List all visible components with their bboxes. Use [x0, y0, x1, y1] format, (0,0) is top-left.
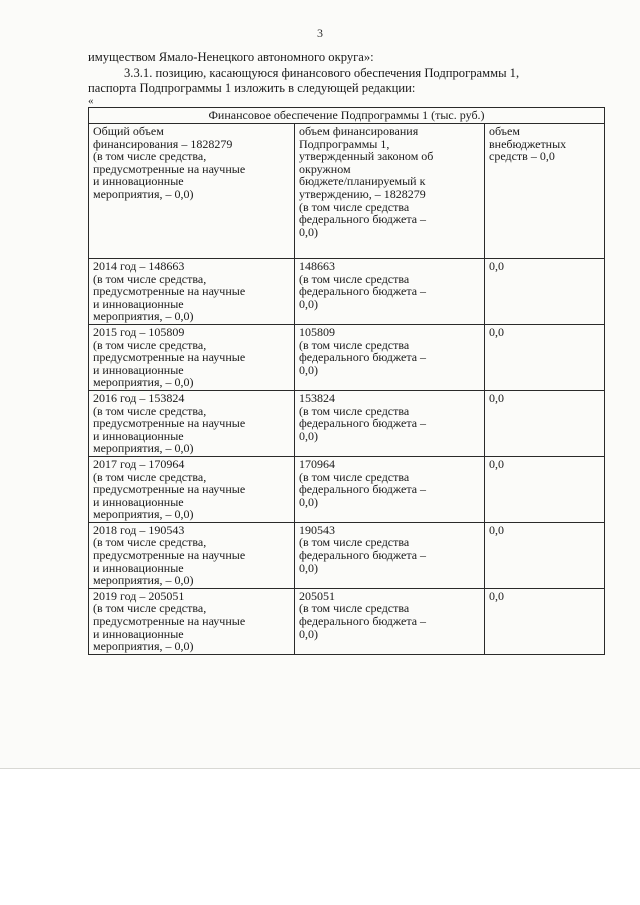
district-cell: 153824 (в том числе средства федерального бюджета – 0,0) — [295, 390, 485, 456]
year-cell: 2015 год – 105809 (в том числе средства, предусмотренные на научные и инновационные мероприятия, – 0,0) — [89, 324, 295, 390]
district-cell: 105809 (в том числе средства федерального бюджета – 0,0) — [295, 324, 485, 390]
year-cell: 2017 год – 170964 (в том числе средства, предусмотренные на научные и инновационные мероприятия, – 0,0) — [89, 456, 295, 522]
district-cell: 148663 (в том числе средства федерального бюджета – 0,0) — [295, 259, 485, 325]
table-row — [89, 456, 605, 522]
offbudget-cell: 0,0 — [485, 324, 605, 390]
offbudget-cell: 0,0 — [485, 456, 605, 522]
year-cell: 2018 год – 190543 (в том числе средства, предусмотренные на научные и инновационные мероприятия, – 0,0) — [89, 522, 295, 588]
header-total-financing: Общий объем финансирования – 1828279 (в том числе средства, предусмотренные на научные и инновационные мероприятия, – 0,0) — [89, 124, 295, 259]
header-district-budget: объем финансирования Подпрограммы 1, утвержденный законом об окружном бюджете/планируемый к утверждению, – 1828279 (в том числе средства федерального бюджета – 0,0) — [295, 124, 485, 259]
year-cell: 2016 год – 153824 (в том числе средства, предусмотренные на научные и инновационные мероприятия, – 0,0) — [89, 390, 295, 456]
offbudget-cell: 0,0 — [485, 588, 605, 654]
district-cell: 170964 (в том числе средства федерального бюджета – 0,0) — [295, 456, 485, 522]
intro-line-3: паспорта Подпрограммы 1 изложить в следующей редакции: — [88, 81, 416, 95]
year-cell: 2019 год – 205051 (в том числе средства, предусмотренные на научные и инновационные мероприятия, – 0,0) — [89, 588, 295, 654]
table-row — [89, 259, 605, 325]
opening-quote-mark: « — [88, 95, 94, 107]
financing-table — [88, 107, 605, 655]
offbudget-cell: 0,0 — [485, 259, 605, 325]
table-header-row — [89, 124, 605, 259]
table-row — [89, 522, 605, 588]
intro-line-2: 3.3.1. позицию, касающуюся финансового обеспечения Подпрограммы 1, — [124, 66, 520, 80]
table-row — [89, 390, 605, 456]
offbudget-cell: 0,0 — [485, 390, 605, 456]
district-cell: 205051 (в том числе средства федерального бюджета – 0,0) — [295, 588, 485, 654]
district-cell: 190543 (в том числе средства федерального бюджета – 0,0) — [295, 522, 485, 588]
table-row — [89, 588, 605, 654]
page-number: 3 — [317, 26, 323, 40]
offbudget-cell: 0,0 — [485, 522, 605, 588]
intro-line-1: имуществом Ямало-Ненецкого автономного округа»: — [88, 50, 374, 64]
table-row — [89, 324, 605, 390]
header-offbudget: объем внебюджетных средств – 0,0 — [485, 124, 605, 259]
year-cell: 2014 год – 148663 (в том числе средства, предусмотренные на научные и инновационные мероприятия, – 0,0) — [89, 259, 295, 325]
table-caption: Финансовое обеспечение Подпрограммы 1 (тыс. руб.) — [89, 108, 605, 124]
